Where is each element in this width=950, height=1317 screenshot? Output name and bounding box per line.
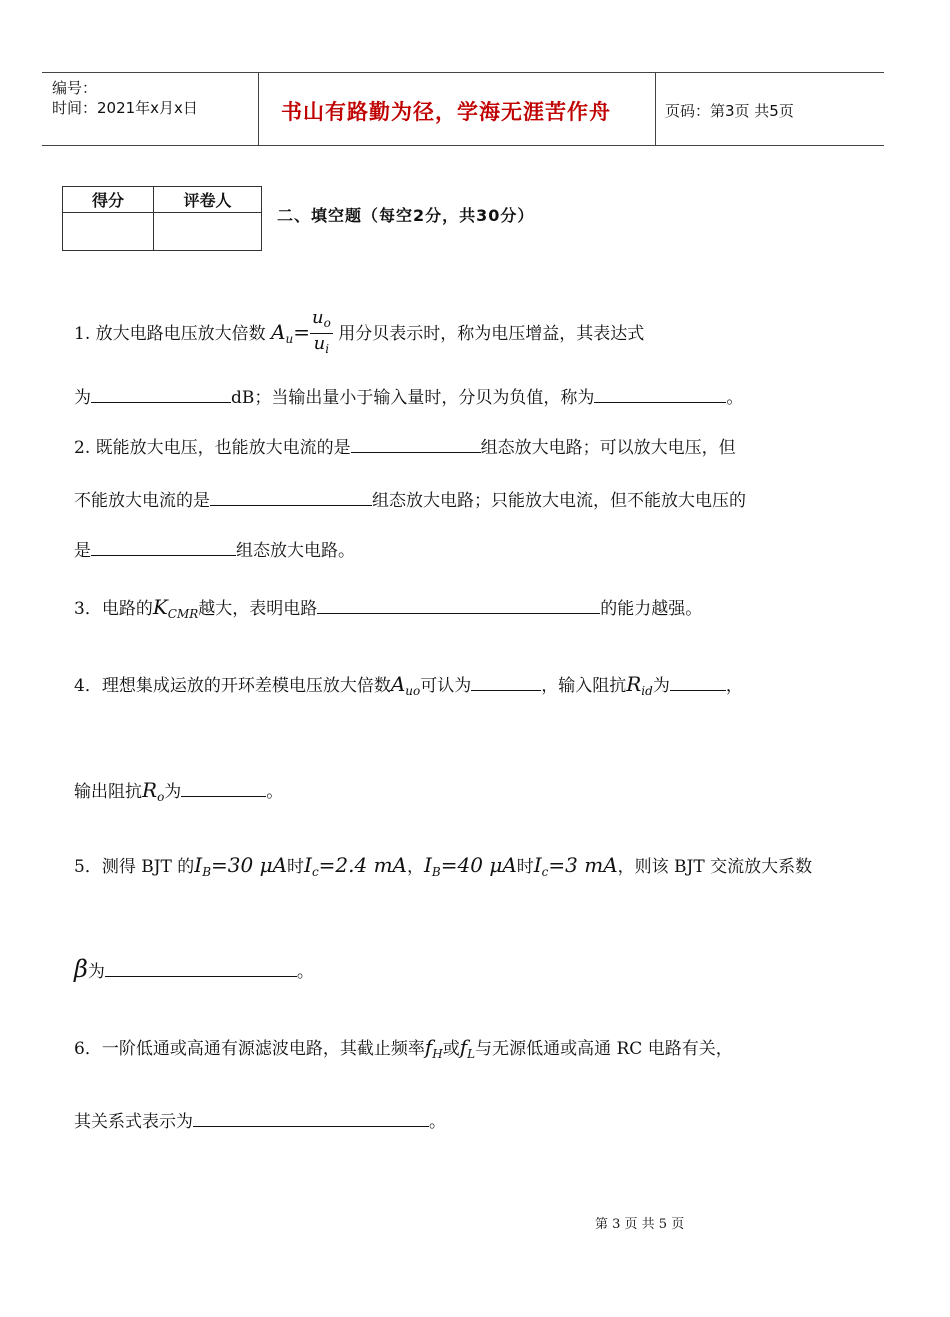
q2-blank1[interactable] (351, 434, 481, 453)
q3-kcmr: $K_{CMR}$ (152, 595, 199, 621)
q1-text1: 1. 放大电路电压放大倍数 (74, 324, 266, 344)
time-label: 时间：2021年x月x日 (52, 99, 198, 117)
grader-cell[interactable] (154, 213, 262, 251)
q6-line1: 6．一阶低通或高通有源滤波电路，其截止频率$f_H$或$f_L$与无源低通或高通 RC 电路有关， (74, 1035, 733, 1061)
motto: 书山有路勤为径，学海无涯苦作舟 (281, 100, 611, 124)
q1-blank1[interactable] (91, 384, 231, 403)
section-title: 二、填空题（每空2分，共30分） (277, 206, 535, 225)
header-bottom-rule (42, 145, 884, 146)
q1-text2: 用分贝表示时，称为电压增益，其表达式 (338, 324, 645, 344)
q4-blank3[interactable] (181, 778, 266, 797)
header-top-rule (42, 72, 884, 73)
q1-line1 (74, 308, 644, 359)
q3-blank[interactable] (317, 595, 600, 614)
beta-symbol: β (74, 955, 88, 983)
page-footer: 第 3 页 共 5 页 (595, 1217, 685, 1232)
q1-blank2[interactable] (594, 384, 726, 403)
q2-blank3[interactable] (91, 537, 236, 556)
score-header: 得分 (63, 187, 154, 213)
page-code: 页码：第3页 共5页 (665, 102, 794, 120)
q5-line2: β为 。 (74, 955, 314, 983)
q2-line2: 不能放大电流的是 组态放大电路；只能放大电流，但不能放大电压的 (74, 487, 746, 514)
header-divider-right (655, 72, 656, 146)
q5-blank[interactable] (105, 958, 297, 977)
q2-blank2[interactable] (210, 487, 372, 506)
score-table (62, 186, 262, 251)
q2-line3: 是 组态放大电路。 (74, 537, 355, 564)
q4-line2: 输出阻抗$R_o$为 。 (74, 778, 284, 804)
q4-line1: 4．理想集成运放的开环差模电压放大倍数$A_{uo}$可认为 ，输入阻抗$R_{id}$为 ， (74, 672, 743, 698)
grader-header: 评卷人 (154, 187, 262, 213)
q3-line: 3．电路的$K_{CMR}$越大，表明电路 的能力越强。 (74, 595, 703, 621)
serial-label: 编号： (52, 79, 98, 97)
q2-line1: 2. 既能放大电压，也能放大电流的是 组态放大电路；可以放大电压，但 (74, 434, 736, 461)
q1-line2: 为 dB；当输出量小于输入量时，分贝为负值，称为 。 (74, 384, 743, 411)
q6-line2: 其关系式表示为 。 (74, 1108, 446, 1135)
q4-blank1[interactable] (471, 672, 541, 691)
header-divider-left (258, 72, 259, 146)
score-cell[interactable] (63, 213, 154, 251)
q1-formula: $A_u=$ $\frac{u_o}{u_i}$ (271, 307, 331, 356)
q6-blank[interactable] (193, 1108, 429, 1127)
q4-blank2[interactable] (670, 672, 726, 691)
q5-line1: 5．测得 BJT 的$I_B=30$ μA时$I_c=2.4$ mA，$I_B=40$ μA时$I_c=3$ mA，则该 BJT 交流放大系数 (74, 853, 813, 879)
